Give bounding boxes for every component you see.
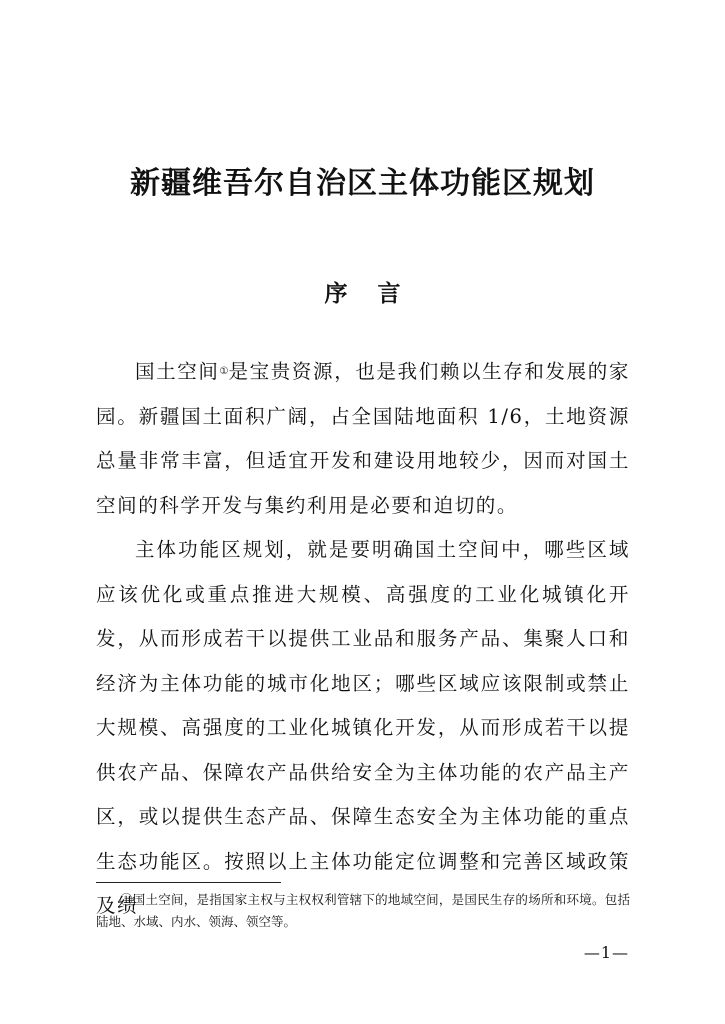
paragraph-1-lead: 国土空间 [135,360,220,383]
paragraph-2: 主体功能区规划，就是要明确国土空间中，哪些区域应该优化或重点推进大规模、高强度的工业化城镇化开发，从而形成若干以提供工业品和服务产品、集聚人口和经济为主体功能的城市化地区；哪些区域应该限制或禁止大规模、高强度的工业化城镇化开发，从而形成若干以提供农产品、保障农产品供给安全为主体功能的农产品主产区，或以提供生态产品、保障生态安全为主体功能的重点生态功能区。按照以上主体功能定位调整和完善区域政策及绩 [96,538,630,917]
document-title: 新疆维吾尔自治区主体功能区规划 [130,166,595,201]
footnote-marker: ① [219,366,229,377]
section-heading [0,277,725,311]
footnote: ①国土空间，是指国家主权与主权权利管辖下的地域空间，是国民生存的场所和环境。包括陆地、水域、内水、领海、领空等。 [96,892,630,929]
paragraph-1-rest: 是宝贵资源，也是我们赖以生存和发展的家园。新疆国土面积广阔，占全国陆地面积 1/6，土地资源总量非常丰富，但适宜开发和建设用地较少，因而对国土空间的科学开发与集约利用是必要和迫切的。 [96,360,630,517]
section-heading-char-2: 言 [377,280,401,307]
body-text [96,350,630,929]
paragraph-1 [96,350,630,528]
section-heading-char-1: 序 [324,280,348,307]
page-number: —1— [583,943,629,962]
footnote-divider [96,882,281,883]
